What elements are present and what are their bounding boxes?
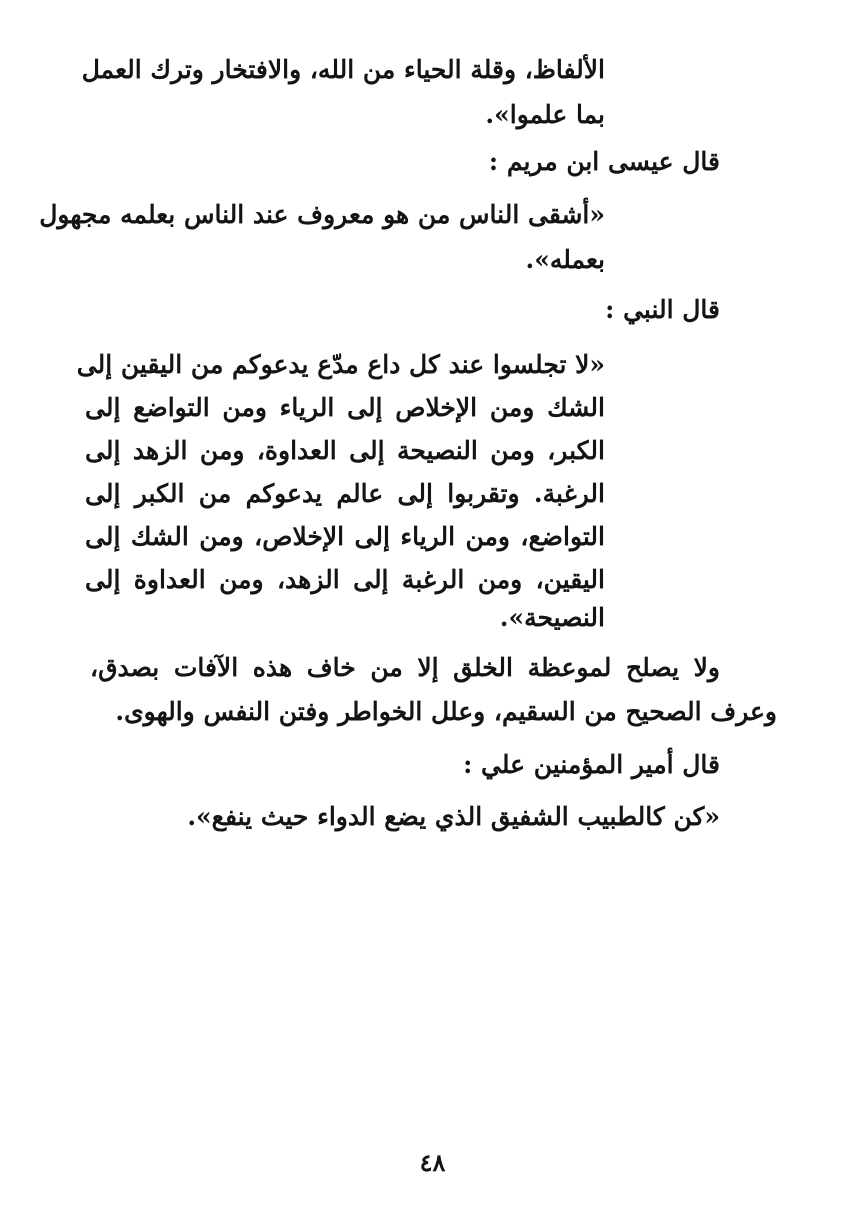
speaker-heading: قال النبي : bbox=[605, 295, 720, 324]
quote-text-line: بما علموا». bbox=[485, 100, 605, 129]
paragraph-line: ولا يصلح لموعظة الخلق إلا من خاف هذه الآفات بصدق، bbox=[90, 653, 720, 682]
speaker-heading: قال أمير المؤمنين علي : bbox=[463, 750, 720, 779]
quote-text-line: «لا تجلسوا عند كل داع مدّع يدعوكم من اليقين إلى bbox=[76, 350, 605, 379]
quote-text-line: اليقين، ومن الرغبة إلى الزهد، ومن العداوة إلى bbox=[85, 565, 605, 594]
paragraph-line: وعرف الصحيح من السقيم، وعلل الخواطر وفتن النفس والهوى. bbox=[115, 697, 777, 726]
quote-text-line: بعمله». bbox=[525, 245, 605, 274]
quote-text-line: «أشقى الناس من هو معروف عند الناس بعلمه مجهول bbox=[39, 200, 605, 229]
quote-text-line: «كن كالطبيب الشفيق الذي يضع الدواء حيث ينفع». bbox=[187, 802, 720, 831]
quote-text-line: الرغبة. وتقربوا إلى عالم يدعوكم من الكبر إلى bbox=[85, 479, 605, 508]
quote-text-line: الشك ومن الإخلاص إلى الرياء ومن التواضع إلى bbox=[85, 393, 605, 422]
quote-text-line: التواضع، ومن الرياء إلى الإخلاص، ومن الشك إلى bbox=[85, 522, 605, 551]
page-number: ٤٨ bbox=[419, 1148, 446, 1177]
speaker-heading: قال عيسى ابن مريم : bbox=[488, 147, 720, 176]
quote-text-line: النصيحة». bbox=[499, 603, 605, 632]
quote-text-line: الألفاظ، وقلة الحياء من الله، والافتخار وترك العمل bbox=[81, 55, 605, 84]
quote-text-line: الكبر، ومن النصيحة إلى العداوة، ومن الزهد إلى bbox=[85, 436, 605, 465]
